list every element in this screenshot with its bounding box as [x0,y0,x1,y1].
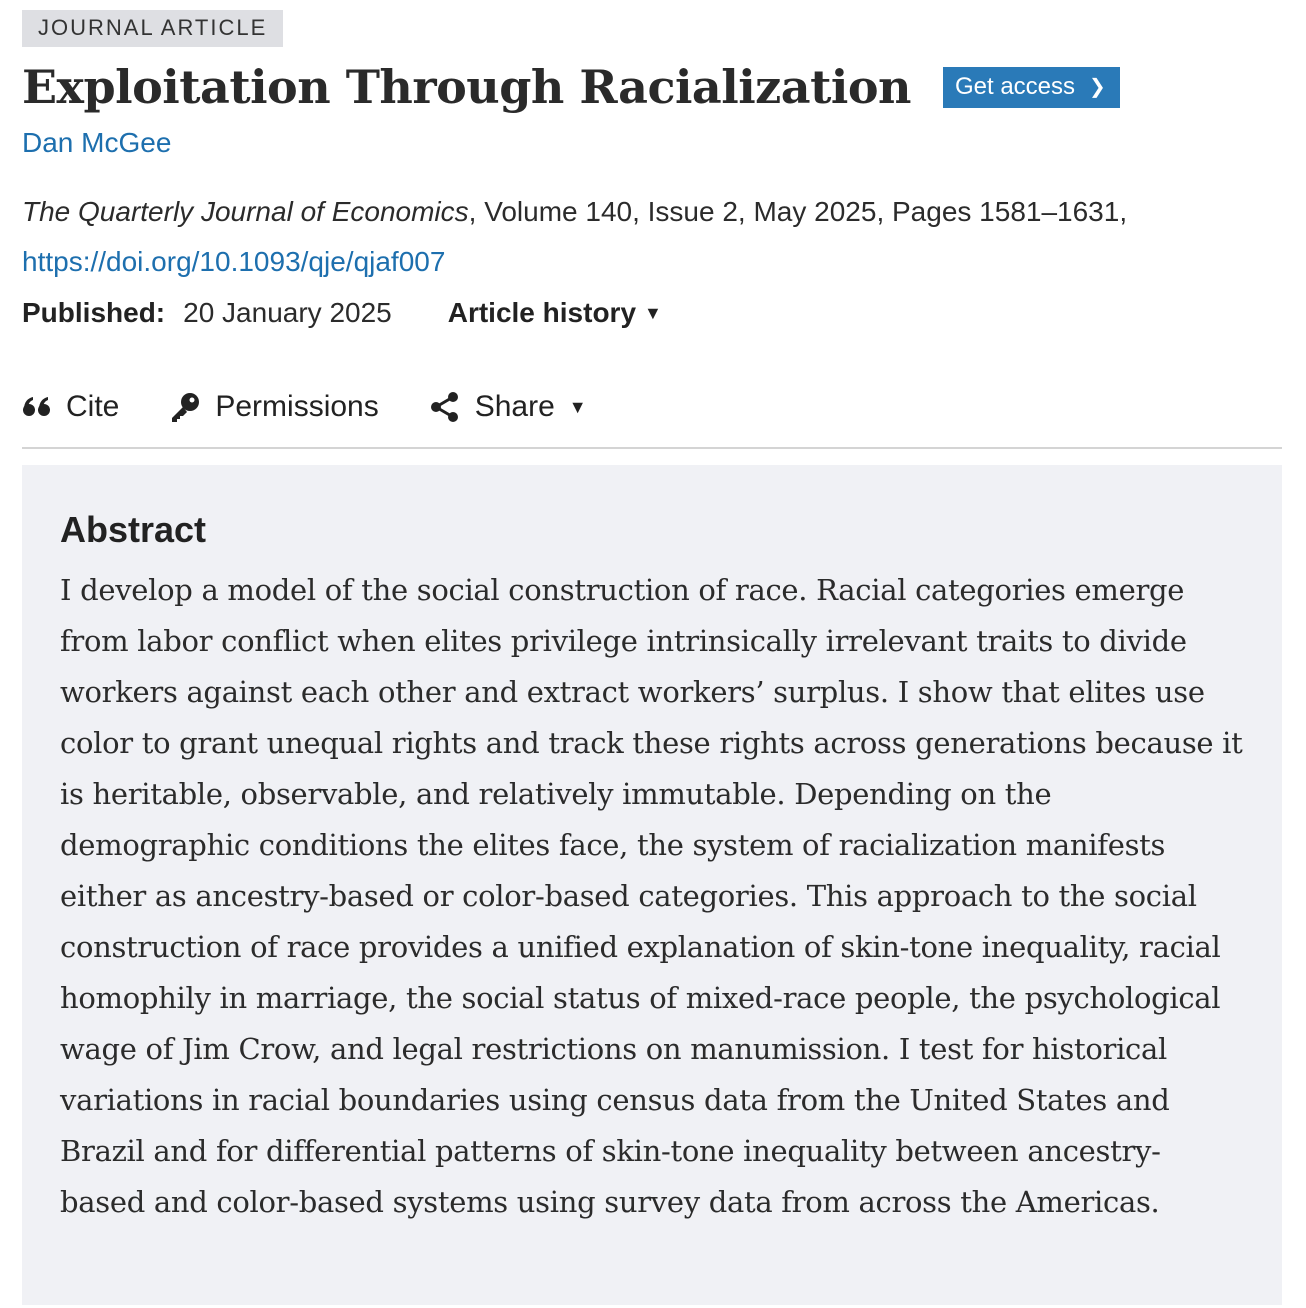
published-label: Published: [22,297,166,328]
article-history-label: Article history [447,297,637,328]
published-date: 20 January 2025 [183,297,392,328]
article-type-badge: JOURNAL ARTICLE [22,10,283,47]
abstract-text: I develop a model of the social construction of race. Racial categories emerge from labor conflict when elites privilege intrinsically irrelevant traits to divide workers against each other and extract workers’ surplus. I show that elites use color to grant unequal rights and track these rights across generations because it is heritable, observable, and relatively immutable. Depending on the demographic conditions the elites face, the system of racialization manifests either as ancestry-based or color-based categories. This approach to the social construction of race provides a unified explanation of skin-tone inequality, racial homophily in marriage, the social status of mixed-race people, the psychological wage of Jim Crow, and legal restrictions on manumission. I test for historical variations in racial boundaries using census data from the United States and Brazil and for differential patterns of skin-tone inequality between ancestry-based and color-based systems using survey data from across the Americas. [60,573,1243,1219]
quote-icon [22,395,52,419]
author-link[interactable]: Dan McGee [22,127,172,158]
divider [22,447,1282,449]
published-row [22,287,1282,339]
abstract-section [22,465,1282,1305]
permissions-button[interactable] [169,390,378,424]
abstract-heading: Abstract [60,509,207,550]
share-label: Share [474,390,555,423]
title-row [22,57,1282,117]
cite-label: Cite [66,390,120,423]
article-page [22,10,1282,1305]
article-tools [22,379,1282,435]
permissions-label: Permissions [215,390,379,423]
key-icon [169,391,201,423]
journal-name: The Quarterly Journal of Economics [22,196,469,227]
share-button[interactable] [429,390,587,424]
caret-down-icon: ▼ [644,303,662,323]
citation [22,187,1282,237]
share-icon [429,391,461,423]
citation-details: , Volume 140, Issue 2, May 2025, Pages 1581–1631, [468,196,1128,227]
article-history-toggle[interactable] [448,287,662,339]
doi-link[interactable]: https://doi.org/10.1093/qje/qjaf007 [22,246,446,277]
article-title: Exploitation Through Racialization [22,60,911,114]
caret-down-icon: ▼ [568,396,587,417]
get-access-label: Get access [954,72,1076,100]
get-access-button[interactable] [943,67,1120,108]
cite-button[interactable] [22,390,119,424]
chevron-right-icon: ❯ [1089,76,1106,98]
